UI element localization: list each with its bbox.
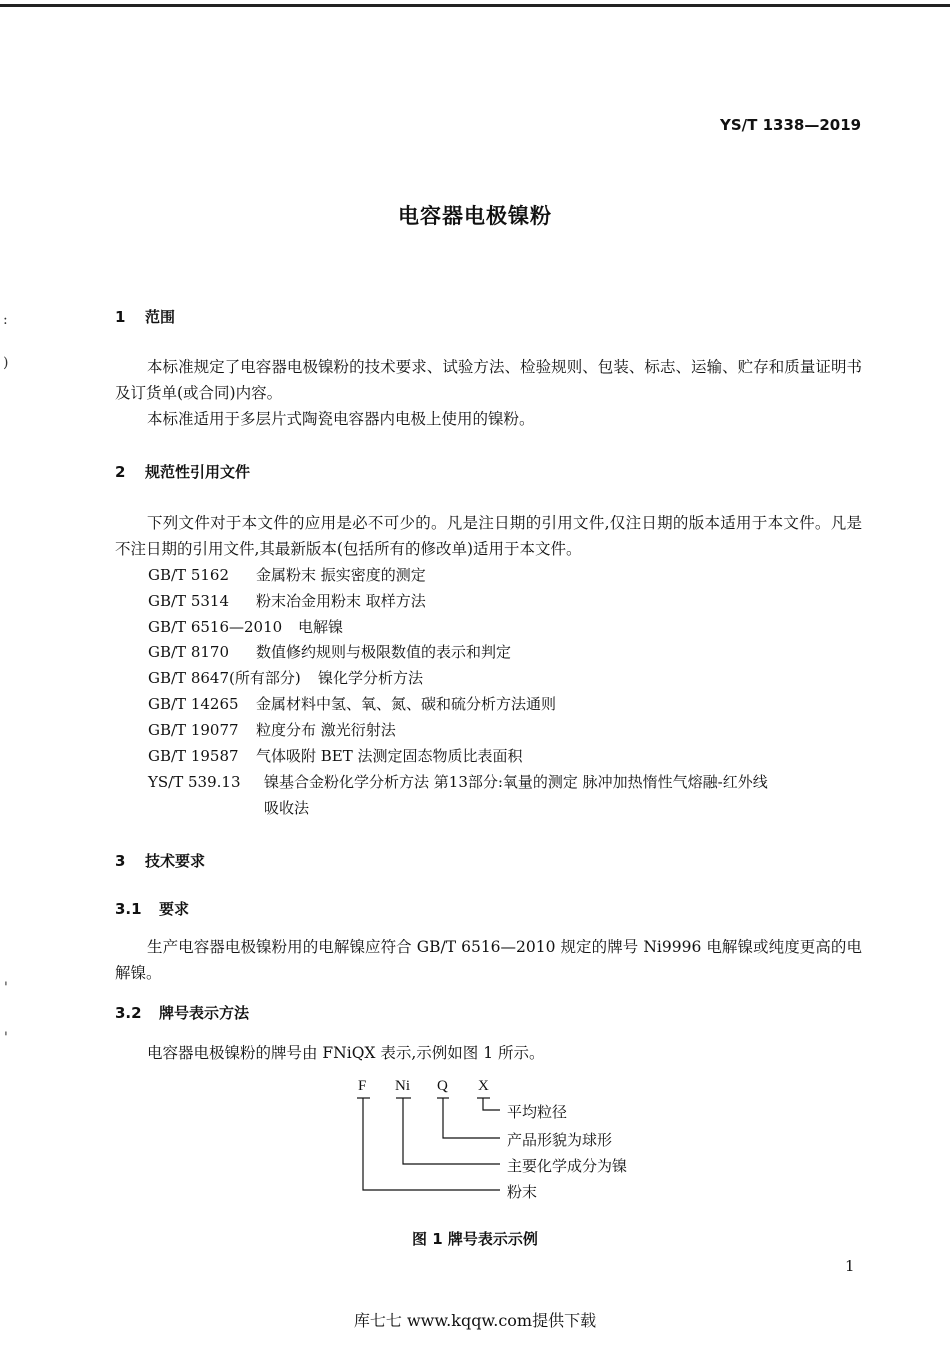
reference-title: 粒度分布 激光衍射法 — [256, 721, 396, 739]
reference-title: 镍化学分析方法 — [318, 669, 424, 687]
reference-code: GB/T 8647(所有部分) — [148, 669, 301, 687]
figure-letter-x: X — [478, 1078, 489, 1094]
figure-label-main-component-nickel: 主要化学成分为镍 — [507, 1157, 628, 1175]
section-number: 3 — [115, 852, 126, 870]
figure-label-average-particle-size: 平均粒径 — [507, 1103, 568, 1121]
scan-margin-mark: ) — [3, 355, 9, 371]
section-title: 技术要求 — [145, 852, 206, 870]
figure-connector-ni — [403, 1098, 500, 1164]
figure-letter-ni: Ni — [395, 1078, 410, 1094]
reference-title: 粉末冶金用粉末 取样方法 — [256, 592, 426, 610]
reference-code: GB/T 19077 — [148, 721, 239, 739]
reference-code: GB/T 6516—2010 — [148, 618, 283, 636]
section-title: 范围 — [145, 308, 176, 326]
reference-code: GB/T 14265 — [148, 695, 239, 713]
scan-margin-mark: ' — [4, 980, 8, 996]
reference-code: GB/T 8170 — [148, 643, 230, 661]
subsection-3-2-paragraph: 电容器电极镍粉的牌号由 FNiQX 表示,示例如图 1 所示。 — [147, 1044, 545, 1062]
figure-connector-q — [443, 1098, 500, 1138]
reference-code: GB/T 5162 — [148, 566, 230, 584]
subsection-3-1-paragraph: 生产电容器电极镍粉用的电解镍应符合 GB/T 6516—2010 规定的牌号 Ni9996 电解镍或纯度更高的电解镍。 — [115, 938, 862, 982]
figure-connector-f — [363, 1098, 500, 1190]
section-number: 2 — [115, 463, 126, 481]
section-1-paragraph-2: 本标准适用于多层片式陶瓷电容器内电极上使用的镍粉。 — [147, 410, 535, 428]
section-1-paragraph-1: 本标准规定了电容器电极镍粉的技术要求、试验方法、检验规则、包装、标志、运输、贮存和质量证明书及订货单(或合同)内容。 — [115, 358, 862, 402]
document-title: 电容器电极镍粉 — [398, 204, 552, 228]
standard-number: YS/T 1338—2019 — [720, 116, 862, 134]
section-title: 规范性引用文件 — [145, 463, 251, 481]
figure-connector-x — [483, 1098, 500, 1110]
reference-title: 金属粉末 振实密度的测定 — [256, 566, 426, 584]
reference-title: 气体吸附 BET 法测定固态物质比表面积 — [256, 747, 523, 765]
subsection-number: 3.1 — [115, 900, 142, 918]
footer-watermark-text: 库七七 www.kqqw.com提供下载 — [353, 1311, 597, 1330]
section-2-intro: 下列文件对于本文件的应用是必不可少的。凡是注日期的引用文件,仅注日期的版本适用于本文件。凡是不注日期的引用文件,其最新版本(包括所有的修改单)适用于本文件。 — [115, 514, 862, 558]
reference-title: 镍基合金粉化学分析方法 第13部分:氧量的测定 脉冲加热惰性气熔融-红外线 — [264, 773, 768, 791]
reference-code: GB/T 19587 — [148, 747, 239, 765]
reference-title: 数值修约规则与极限数值的表示和判定 — [256, 643, 512, 661]
figure-letter-f: F — [358, 1078, 367, 1094]
reference-code: YS/T 539.13 — [148, 773, 241, 791]
scan-margin-mark: ' — [4, 1030, 8, 1046]
page-number: 1 — [845, 1257, 855, 1275]
figure-label-powder: 粉末 — [507, 1183, 538, 1201]
reference-title: 金属材料中氢、氧、氮、碳和硫分析方法通则 — [256, 695, 557, 713]
figure-letter-q: Q — [437, 1078, 448, 1094]
subsection-title: 要求 — [159, 900, 190, 918]
figure-label-spherical-morphology: 产品形貌为球形 — [507, 1131, 613, 1149]
section-number: 1 — [115, 308, 126, 326]
figure-caption: 图 1 牌号表示示例 — [412, 1230, 538, 1248]
scan-margin-mark: : — [3, 312, 8, 328]
subsection-title: 牌号表示方法 — [159, 1004, 250, 1022]
reference-code: GB/T 5314 — [148, 592, 230, 610]
subsection-number: 3.2 — [115, 1004, 142, 1022]
reference-title: 电解镍 — [298, 618, 344, 636]
reference-title-continued: 吸收法 — [264, 799, 310, 817]
